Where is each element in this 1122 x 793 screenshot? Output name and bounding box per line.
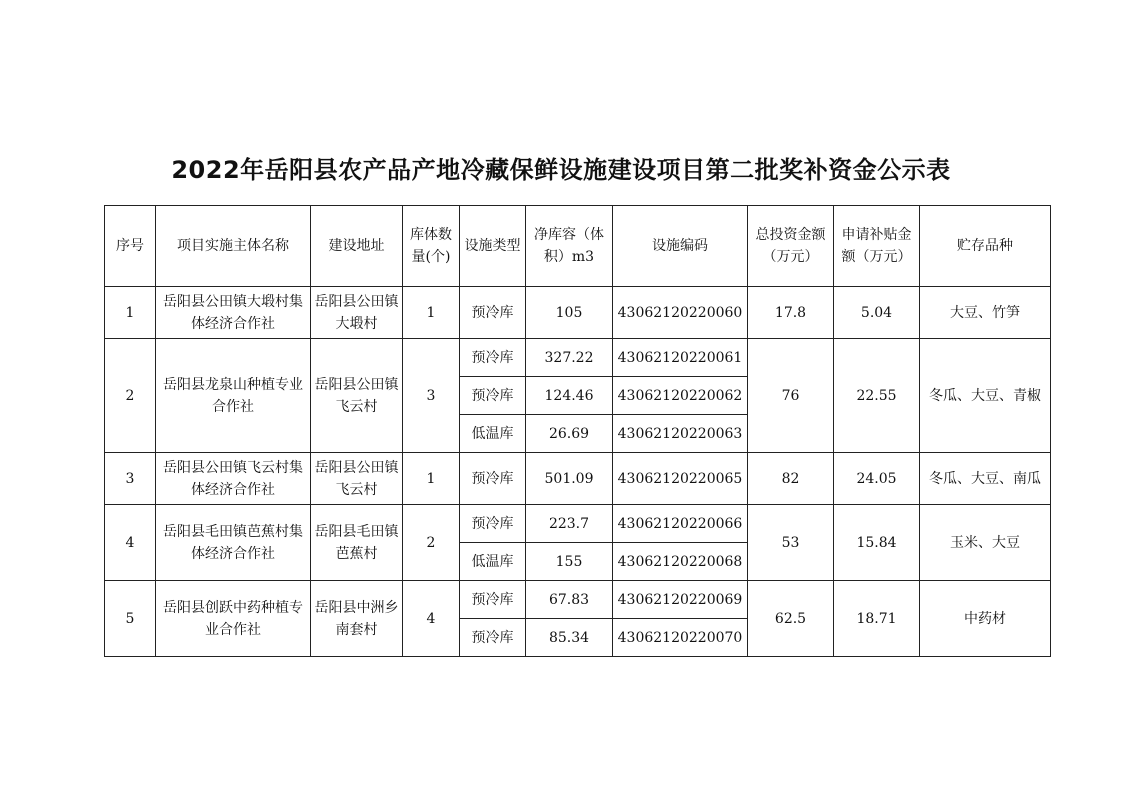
cell-address: 岳阳县公田镇飞云村 [311,453,403,505]
cell-type: 预冷库 [460,581,526,619]
cell-count: 3 [403,339,460,453]
header-address: 建设地址 [311,206,403,287]
cell-seq: 5 [105,581,156,657]
cell-type: 预冷库 [460,339,526,377]
cell-code: 43062120220068 [613,543,748,581]
cell-volume: 327.22 [526,339,613,377]
cell-code: 43062120220070 [613,619,748,657]
cell-seq: 2 [105,339,156,453]
header-code: 设施编码 [613,206,748,287]
cell-volume: 223.7 [526,505,613,543]
header-varieties: 贮存品种 [920,206,1051,287]
cell-volume: 155 [526,543,613,581]
cell-entity: 岳阳县公田镇大塅村集体经济合作社 [156,287,311,339]
cell-varieties: 中药材 [920,581,1051,657]
cell-code: 43062120220066 [613,505,748,543]
cell-varieties: 冬瓜、大豆、青椒 [920,339,1051,453]
header-row [105,206,1051,287]
page-title: 2022年岳阳县农产品产地冷藏保鲜设施建设项目第二批奖补资金公示表 [171,156,951,184]
cell-address: 岳阳县毛田镇芭蕉村 [311,505,403,581]
cell-code: 43062120220069 [613,581,748,619]
cell-investment: 17.8 [748,287,834,339]
cell-address: 岳阳县公田镇飞云村 [311,339,403,453]
header-seq: 序号 [105,206,156,287]
cell-code: 43062120220065 [613,453,748,505]
cell-subsidy: 18.71 [834,581,920,657]
table-row [105,287,1051,339]
cell-count: 1 [403,453,460,505]
cell-seq: 1 [105,287,156,339]
table-row [105,581,1051,619]
cell-type: 预冷库 [460,505,526,543]
header-investment: 总投资金额（万元） [748,206,834,287]
cell-code: 43062120220060 [613,287,748,339]
cell-investment: 76 [748,339,834,453]
cell-type: 低温库 [460,543,526,581]
cell-type: 预冷库 [460,287,526,339]
cell-type: 低温库 [460,415,526,453]
header-count: 库体数量(个) [403,206,460,287]
cell-volume: 124.46 [526,377,613,415]
cell-subsidy: 24.05 [834,453,920,505]
cell-address: 岳阳县公田镇大塅村 [311,287,403,339]
cell-varieties: 大豆、竹笋 [920,287,1051,339]
cell-volume: 501.09 [526,453,613,505]
cell-investment: 62.5 [748,581,834,657]
cell-code: 43062120220063 [613,415,748,453]
cell-subsidy: 22.55 [834,339,920,453]
cell-code: 43062120220062 [613,377,748,415]
cell-volume: 105 [526,287,613,339]
cell-varieties: 玉米、大豆 [920,505,1051,581]
cell-code: 43062120220061 [613,339,748,377]
cell-entity: 岳阳县创跃中药种植专业合作社 [156,581,311,657]
cell-entity: 岳阳县公田镇飞云村集体经济合作社 [156,453,311,505]
cell-type: 预冷库 [460,377,526,415]
cell-count: 4 [403,581,460,657]
cell-subsidy: 5.04 [834,287,920,339]
cell-investment: 53 [748,505,834,581]
table-row [105,453,1051,505]
cell-seq: 3 [105,453,156,505]
table-row [105,339,1051,377]
cell-count: 2 [403,505,460,581]
cell-subsidy: 15.84 [834,505,920,581]
cell-investment: 82 [748,453,834,505]
cell-volume: 26.69 [526,415,613,453]
header-type: 设施类型 [460,206,526,287]
cell-entity: 岳阳县龙泉山种植专业合作社 [156,339,311,453]
cell-entity: 岳阳县毛田镇芭蕉村集体经济合作社 [156,505,311,581]
cell-volume: 85.34 [526,619,613,657]
cell-count: 1 [403,287,460,339]
header-volume: 净库容（体积）m3 [526,206,613,287]
header-subsidy: 申请补贴金额（万元） [834,206,920,287]
subsidy-table [104,205,1051,657]
cell-type: 预冷库 [460,453,526,505]
cell-type: 预冷库 [460,619,526,657]
table-row [105,505,1051,543]
header-entity: 项目实施主体名称 [156,206,311,287]
cell-address: 岳阳县中洲乡南套村 [311,581,403,657]
cell-varieties: 冬瓜、大豆、南瓜 [920,453,1051,505]
cell-seq: 4 [105,505,156,581]
cell-volume: 67.83 [526,581,613,619]
